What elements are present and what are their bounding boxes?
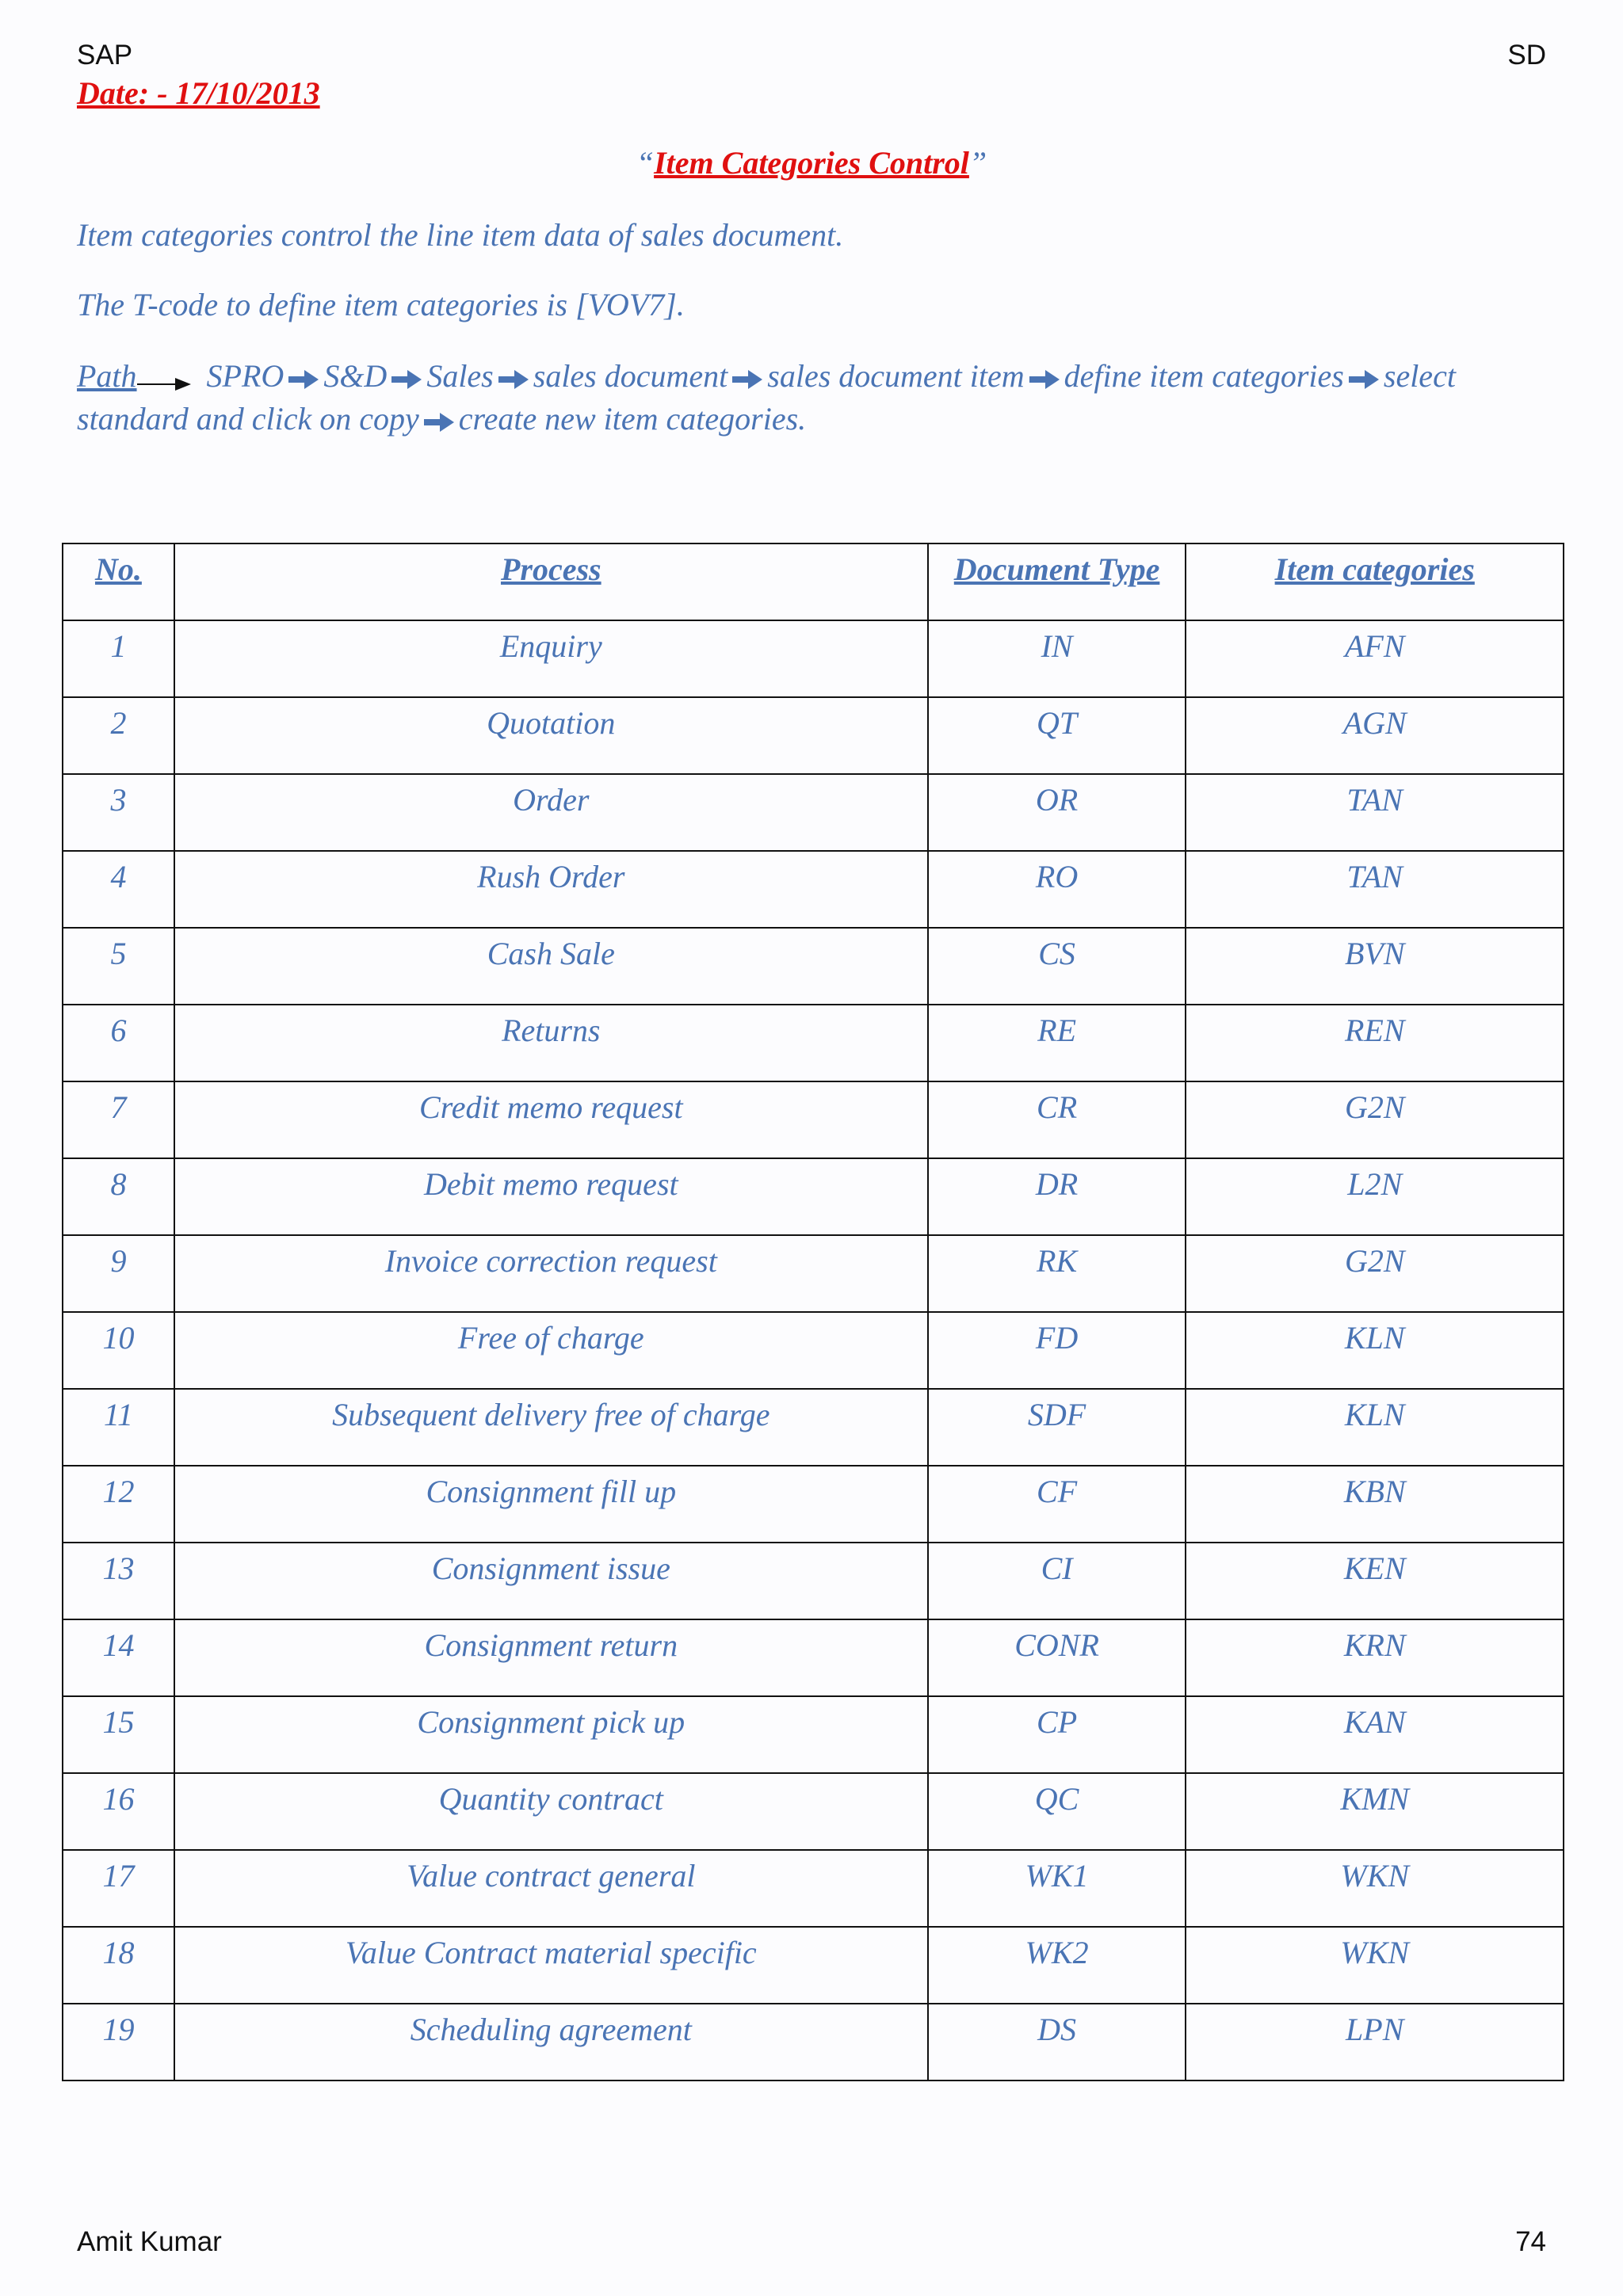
cell-item-category: REN xyxy=(1186,1005,1564,1081)
cell-item-category: AGN xyxy=(1186,697,1564,774)
cell-process: Order xyxy=(174,774,928,851)
table-row xyxy=(63,1543,1564,1619)
cell-document-type: DS xyxy=(928,2004,1186,2081)
cell-item-category: AFN xyxy=(1186,620,1564,697)
cell-process: Invoice correction request xyxy=(174,1235,928,1312)
table-body xyxy=(63,620,1564,2081)
cell-no: 13 xyxy=(63,1543,174,1619)
cell-process: Rush Order xyxy=(174,851,928,928)
path-step: select xyxy=(1383,358,1456,394)
path-step: sales document xyxy=(533,358,728,394)
cell-process: Value Contract material specific xyxy=(174,1927,928,2004)
cell-document-type: RK xyxy=(928,1235,1186,1312)
path-line-2 xyxy=(77,398,1551,441)
cell-document-type: RE xyxy=(928,1005,1186,1081)
cell-item-category: L2N xyxy=(1186,1158,1564,1235)
arrow-right-icon xyxy=(497,368,530,391)
title-text: Item Categories Control xyxy=(654,145,969,181)
item-categories-table xyxy=(62,543,1564,2081)
arrow-right-icon xyxy=(1028,368,1061,391)
path-steps xyxy=(207,358,1456,394)
cell-no: 1 xyxy=(63,620,174,697)
cell-process: Consignment issue xyxy=(174,1543,928,1619)
column-header-document-type: Document Type xyxy=(928,543,1186,620)
cell-item-category: KBN xyxy=(1186,1466,1564,1543)
table-row xyxy=(63,697,1564,774)
cell-document-type: CONR xyxy=(928,1619,1186,1696)
page-number: 74 xyxy=(1515,2226,1546,2257)
cell-document-type: DR xyxy=(928,1158,1186,1235)
table-row xyxy=(63,1696,1564,1773)
table-row xyxy=(63,1619,1564,1696)
cell-item-category: WKN xyxy=(1186,1927,1564,2004)
cell-item-category: KEN xyxy=(1186,1543,1564,1619)
cell-no: 10 xyxy=(63,1312,174,1389)
cell-item-category: TAN xyxy=(1186,774,1564,851)
table-row xyxy=(63,620,1564,697)
cell-no: 6 xyxy=(63,1005,174,1081)
cell-process: Credit memo request xyxy=(174,1081,928,1158)
cell-no: 7 xyxy=(63,1081,174,1158)
cell-process: Enquiry xyxy=(174,620,928,697)
cell-document-type: WK1 xyxy=(928,1850,1186,1927)
path-label: Path xyxy=(77,358,137,394)
cell-document-type: OR xyxy=(928,774,1186,851)
cell-no: 9 xyxy=(63,1235,174,1312)
cell-item-category: KMN xyxy=(1186,1773,1564,1850)
table-row xyxy=(63,1158,1564,1235)
arrow-right-icon xyxy=(731,368,764,391)
arrow-right-icon xyxy=(422,410,456,434)
document-date: Date: - 17/10/2013 xyxy=(77,75,320,111)
cell-item-category: G2N xyxy=(1186,1235,1564,1312)
column-header-process: Process xyxy=(174,543,928,620)
arrow-right-icon xyxy=(287,368,320,391)
cell-document-type: CF xyxy=(928,1466,1186,1543)
cell-process: Quotation xyxy=(174,697,928,774)
cell-process: Quantity contract xyxy=(174,1773,928,1850)
cell-no: 17 xyxy=(63,1850,174,1927)
table-row xyxy=(63,1005,1564,1081)
table-row xyxy=(63,1927,1564,2004)
cell-process: Consignment return xyxy=(174,1619,928,1696)
cell-no: 4 xyxy=(63,851,174,928)
page-title xyxy=(0,144,1623,181)
path-step: S&D xyxy=(323,358,388,394)
cell-item-category: LPN xyxy=(1186,2004,1564,2081)
path-step: create new item categories. xyxy=(458,401,807,437)
table-row xyxy=(63,774,1564,851)
cell-item-category: KLN xyxy=(1186,1312,1564,1389)
cell-item-category: TAN xyxy=(1186,851,1564,928)
cell-no: 11 xyxy=(63,1389,174,1466)
table-row xyxy=(63,1235,1564,1312)
cell-process: Value contract general xyxy=(174,1850,928,1927)
cell-document-type: QT xyxy=(928,697,1186,774)
path-step: sales document item xyxy=(767,358,1025,394)
cell-no: 14 xyxy=(63,1619,174,1696)
header-left: SAP xyxy=(77,40,133,71)
cell-no: 5 xyxy=(63,928,174,1005)
table-row xyxy=(63,1850,1564,1927)
right-arrow-icon xyxy=(137,364,193,395)
cell-document-type: QC xyxy=(928,1773,1186,1850)
table-row xyxy=(63,1312,1564,1389)
title-close-quote: ” xyxy=(968,145,987,181)
paragraph-intro: Item categories control the line item data of sales document. xyxy=(77,217,844,253)
cell-item-category: WKN xyxy=(1186,1850,1564,1927)
paragraph-tcode: The T-code to define item categories is [VOV7]. xyxy=(77,287,685,322)
path-step: Sales xyxy=(426,358,494,394)
cell-process: Scheduling agreement xyxy=(174,2004,928,2081)
table-row xyxy=(63,1081,1564,1158)
title-open-quote: “ xyxy=(636,145,655,181)
cell-process: Debit memo request xyxy=(174,1158,928,1235)
cell-process: Consignment pick up xyxy=(174,1696,928,1773)
cell-item-category: KRN xyxy=(1186,1619,1564,1696)
cell-no: 3 xyxy=(63,774,174,851)
path-steps-continued xyxy=(77,401,806,437)
cell-document-type: CI xyxy=(928,1543,1186,1619)
path-step: SPRO xyxy=(206,358,285,394)
table-row xyxy=(63,851,1564,928)
cell-process: Consignment fill up xyxy=(174,1466,928,1543)
path-line-1 xyxy=(77,355,1551,398)
table-row xyxy=(63,2004,1564,2081)
arrow-right-icon xyxy=(1347,368,1381,391)
column-header-no: No. xyxy=(63,543,174,620)
cell-item-category: G2N xyxy=(1186,1081,1564,1158)
cell-item-category: KLN xyxy=(1186,1389,1564,1466)
cell-document-type: CR xyxy=(928,1081,1186,1158)
cell-process: Free of charge xyxy=(174,1312,928,1389)
cell-document-type: IN xyxy=(928,620,1186,697)
cell-document-type: CP xyxy=(928,1696,1186,1773)
cell-process: Returns xyxy=(174,1005,928,1081)
cell-no: 8 xyxy=(63,1158,174,1235)
cell-item-category: KAN xyxy=(1186,1696,1564,1773)
path-step: standard and click on copy xyxy=(77,401,419,437)
footer-author: Amit Kumar xyxy=(77,2226,222,2257)
path-step: define item categories xyxy=(1064,358,1344,394)
table-header-row xyxy=(63,543,1564,620)
table-row xyxy=(63,1389,1564,1466)
cell-process: Cash Sale xyxy=(174,928,928,1005)
cell-no: 2 xyxy=(63,697,174,774)
cell-item-category: BVN xyxy=(1186,928,1564,1005)
header-right: SD xyxy=(1507,40,1546,71)
cell-no: 19 xyxy=(63,2004,174,2081)
cell-document-type: FD xyxy=(928,1312,1186,1389)
arrow-right-icon xyxy=(390,368,423,391)
cell-document-type: CS xyxy=(928,928,1186,1005)
cell-document-type: SDF xyxy=(928,1389,1186,1466)
cell-no: 16 xyxy=(63,1773,174,1850)
cell-no: 15 xyxy=(63,1696,174,1773)
cell-no: 12 xyxy=(63,1466,174,1543)
table-row xyxy=(63,1466,1564,1543)
column-header-item-categories: Item categories xyxy=(1186,543,1564,620)
cell-no: 18 xyxy=(63,1927,174,2004)
cell-process: Subsequent delivery free of charge xyxy=(174,1389,928,1466)
cell-document-type: WK2 xyxy=(928,1927,1186,2004)
table-row xyxy=(63,1773,1564,1850)
cell-document-type: RO xyxy=(928,851,1186,928)
table-row xyxy=(63,928,1564,1005)
